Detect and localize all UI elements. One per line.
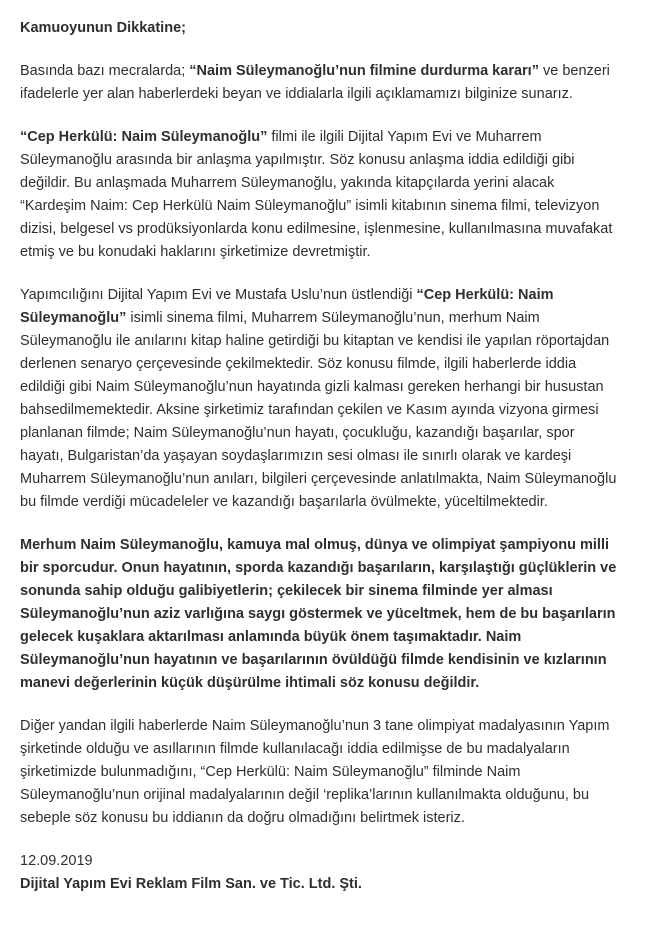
production-text-end: isimli sinema filmi, Muharrem Süleymanoğlu’nun, merhum Naim Süleymanoğlu ile anılarını kitap haline getirdiği bu kitaptan ve kendisi ile yapılan röportajdan derlenen senaryo çerçevesinde çekilmektedir. Söz konusu filmde, ilgili haberlerde iddia edildiği gibi Naim Süleymanoğlu’nun hayatında gizli kalması gereken herhangi bir husustan bahsedilmemektedir. Aksine şirketimiz tarafından çekilen ve Kasım ayında vizyona girmesi planlanan filmde; Naim Süleymanoğlu’nun hayatı, çocukluğu, kazandığı başarılar, spor hayatı, Bulgaristan’da yaşayan soydaşlarımızın sesi olması ile sınırlı olarak ve kardeşi Muharrem Süleymanoğlu’nun anıları, bilgileri çerçevesinde anlatılmakta, Naim Süleymanoğlu bu filmde verdiği mücadeleler ve kazandığı başarılarla övülmekte, yüceltilmektedir. xyxy=(20,310,617,510)
film-title: “Cep Herkülü: Naim Süleymanoğlu” xyxy=(20,287,554,326)
paragraph-medals: Diğer yandan ilgili haberlerde Naim Süleymanoğlu’nun 3 tane olimpiyat madalyasının Yapım şirketinde olduğu ve asıllarının filmde kullanılacağı iddia edilmişse de bu madalyaların şirketimizde bulunmadığını, “Cep Herkülü: Naim Süleymanoğlu” filminde Naim Süleymanoğlu’nun orijinal madalyalarının değil ‘replika’larının kullanılmakta olduğunu, bu sebeple söz konusu bu iddianın da doğru olmadığını belirtmek isteriz. xyxy=(20,718,610,826)
intro-quote: “Naim Süleymanoğlu’nun filmine durdurma kararı” xyxy=(189,63,539,79)
production-text: Yapımcılığını Dijital Yapım Evi ve Mustafa Uslu’nun üstlendiği xyxy=(20,287,417,303)
company-signature: Dijital Yapım Evi Reklam Film San. ve Tic. Ltd. Şti. xyxy=(20,876,362,892)
agreement-text: filmi ile ilgili Dijital Yapım Evi ve Muharrem Süleymanoğlu arasında bir anlaşma yapılmıştır. Söz konusu anlaşma iddia edildiği gibi değildir. Bu anlaşmada Muharrem Süleymanoğlu, yakında kitapçılarda yerini alacak “Kardeşim Naim: Cep Herkülü Naim Süleymanoğlu” isimli kitabının sinema filmi, televizyon dizisi, belgesel vs prodüksiyonlarda konu edilmesine, işlenmesine, kullanılmasına muvafakat etmiş ve bu konudaki haklarını şirketimize devretmiştir. xyxy=(20,129,613,260)
paragraph-production xyxy=(20,284,620,514)
intro-text-end: ve benzeri ifadelerle yer alan haberlerdeki beyan ve iddialarla ilgili açıklamamızı bilginize sunarız. xyxy=(20,63,610,102)
press-statement xyxy=(20,17,620,896)
paragraph-intro xyxy=(20,60,620,106)
intro-text: Basında bazı mecralarda; xyxy=(20,63,190,79)
statement-title: Kamuoyunun Dikkatine; xyxy=(20,20,186,36)
paragraph-agreement xyxy=(20,126,620,264)
statement-date: 12.09.2019 xyxy=(20,853,93,869)
paragraph-tribute: Merhum Naim Süleymanoğlu, kamuya mal olmuş, dünya ve olimpiyat şampiyonu milli bir sporcudur. Onun hayatının, sporda kazandığı başarıların, karşılaştığı güçlüklerin ve sonunda sahip olduğu galibiyetlerin; çekilecek bir sinema filminde yer alması Süleymanoğlu’nun aziz varlığına saygı göstermek ve yüceltmek, hem de bu başarıların gelecek kuşaklara aktarılması anlamında büyük önem taşımaktadır. Naim Süleymanoğlu’nun hayatının ve başarılarının övüldüğü filmde kendisinin ve kızlarının manevi değerlerinin küçük düşürülme ihtimali söz konusu değildir. xyxy=(20,537,617,691)
film-title: “Cep Herkülü: Naim Süleymanoğlu” xyxy=(20,129,268,145)
